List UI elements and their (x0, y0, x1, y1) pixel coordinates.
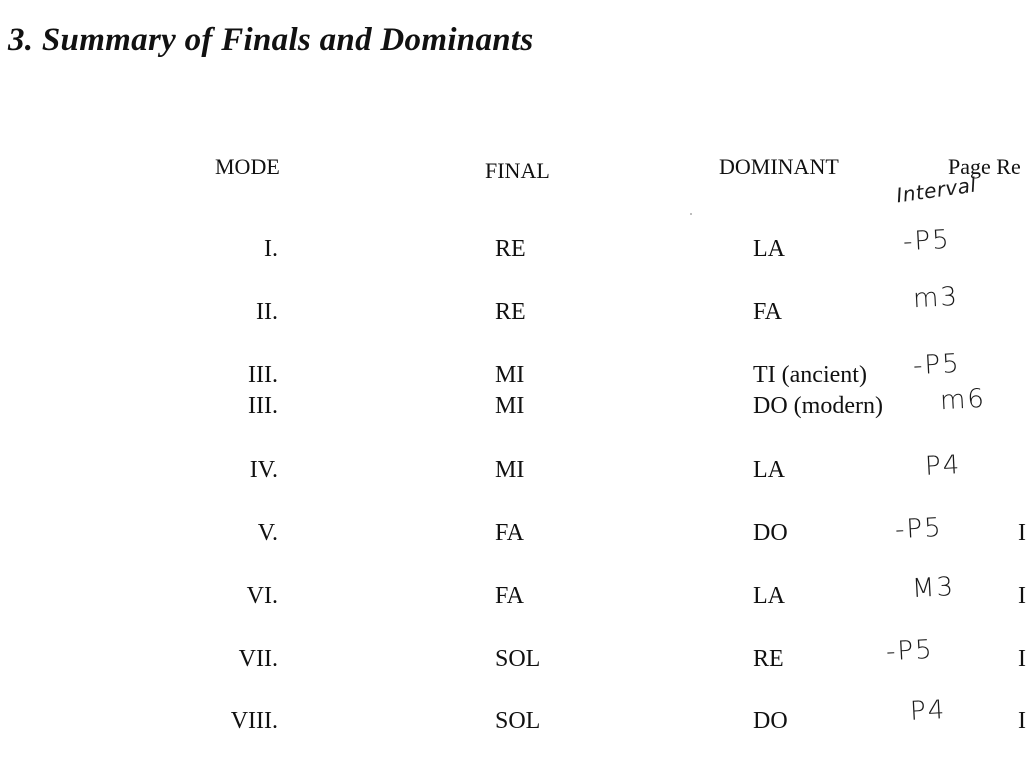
interval-handwritten: M3 (911, 571, 956, 605)
final-cell: MI (495, 457, 525, 483)
dominant-cell: LA (753, 457, 785, 483)
page-reference-cell: I (1018, 583, 1026, 609)
mode-cell: II. (256, 299, 278, 325)
mode-cell: III. (248, 362, 278, 388)
page-reference-cell: I (1018, 520, 1026, 546)
table-row (0, 281, 1024, 333)
dominant-cell: DO (753, 708, 788, 734)
table-row (0, 512, 1026, 554)
dominant-cell: RE (753, 646, 784, 672)
table-row (0, 348, 1024, 396)
interval-handwritten: -P5 (894, 512, 944, 546)
mode-column-header: MODE (215, 154, 280, 179)
dominant-cell: FA (753, 299, 782, 325)
final-cell: SOL (495, 646, 541, 672)
table-row (0, 571, 1026, 617)
page-reference-column-header: Page Re (948, 154, 1021, 179)
mode-cell: VII. (238, 646, 278, 672)
table-row (0, 695, 1026, 742)
final-cell: RE (495, 236, 526, 262)
dominant-column-header: DOMINANT (719, 154, 839, 179)
mode-cell: VI. (246, 583, 278, 609)
interval-handwritten: -P5 (902, 224, 952, 258)
final-cell: RE (495, 299, 526, 325)
table-row (0, 224, 1024, 270)
final-cell: FA (495, 583, 524, 609)
dominant-cell: DO (753, 520, 788, 546)
table-row (0, 383, 1024, 427)
mode-cell: VIII. (230, 708, 278, 734)
interval-handwritten-header: Interval (894, 172, 978, 208)
page-reference-cell: I (1018, 708, 1026, 734)
mode-cell: III. (248, 393, 278, 419)
final-cell: SOL (495, 708, 541, 734)
final-column-header: FINAL (485, 158, 550, 183)
interval-handwritten: P4 (924, 450, 962, 482)
final-cell: FA (495, 520, 524, 546)
table-row (0, 450, 1024, 491)
paper-speck (690, 213, 692, 215)
dominant-cell: DO (modern) (753, 393, 883, 419)
page-reference-cell: I (1018, 646, 1026, 672)
mode-cell: IV. (249, 457, 278, 483)
mode-cell: V. (257, 520, 278, 546)
interval-handwritten: P4 (909, 695, 947, 727)
final-cell: MI (495, 393, 525, 419)
mode-cell: I. (264, 236, 278, 262)
dominant-cell: LA (753, 583, 785, 609)
dominant-cell: LA (753, 236, 785, 262)
table-row (0, 634, 1026, 680)
interval-handwritten: -P5 (885, 634, 935, 668)
interval-handwritten: -P5 (912, 348, 962, 382)
interval-handwritten: m6 (939, 383, 987, 417)
page-title: 3. Summary of Finals and Dominants (8, 22, 534, 58)
interval-handwritten: m3 (912, 281, 960, 315)
dominant-cell: TI (ancient) (753, 362, 867, 388)
final-cell: MI (495, 362, 525, 388)
